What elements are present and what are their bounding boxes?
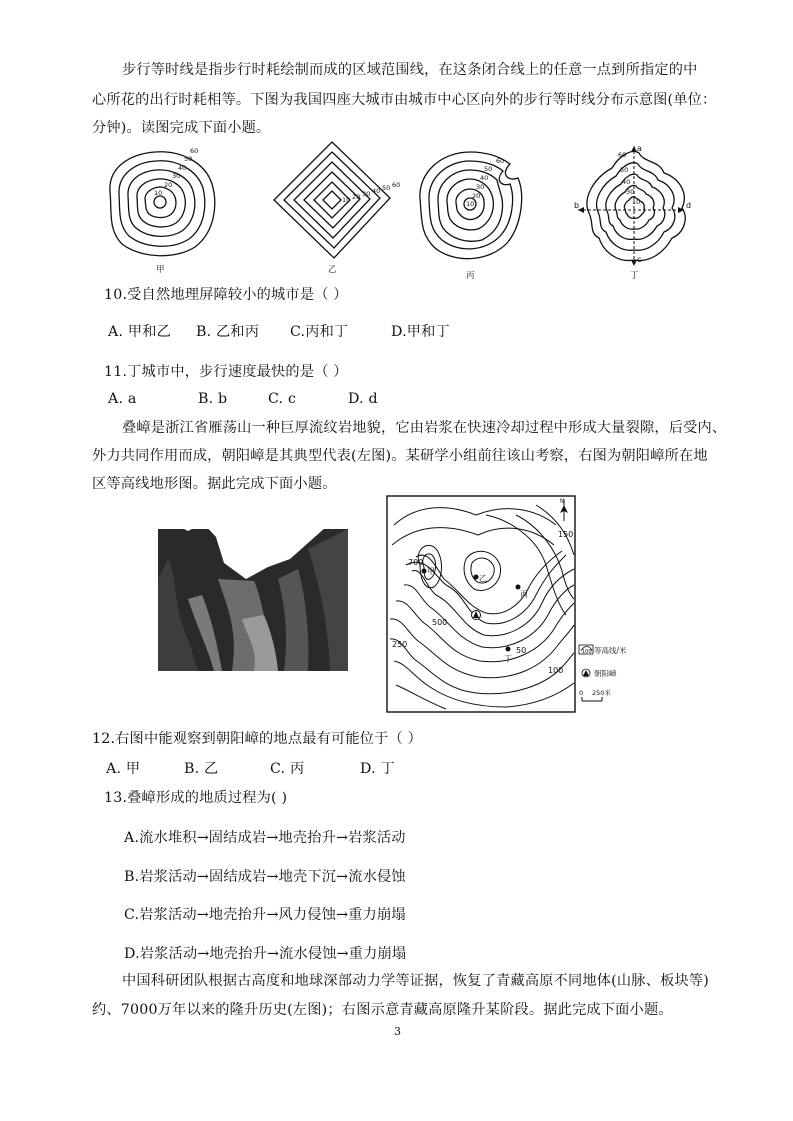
legend-contour-label: 等高线/米 [594, 646, 627, 655]
intro1-line3: 分钟)。读图完成下面小题。 [92, 120, 271, 136]
svg-text:100: 100 [582, 649, 592, 655]
svg-text:10: 10 [154, 189, 163, 197]
svg-text:40: 40 [480, 174, 489, 182]
q10-option-b[interactable]: B. 乙和丙 [196, 324, 260, 340]
point-ding [506, 647, 511, 652]
map-legend [579, 645, 627, 701]
svg-text:乙: 乙 [479, 574, 487, 583]
svg-text:甲: 甲 [156, 265, 165, 275]
intro2-line1: 叠嶂是浙江省雁荡山一种巨厚流纹岩地貌，它由岩浆在快速冷却过程中形成大量裂隙，后受内、 [122, 420, 727, 436]
intro3-line1: 中国科研团队根据古高度和地球深部动力学等证据，恢复了青藏高原不同地体(山脉、板块等) [122, 973, 709, 989]
isochrone-map-jia [110, 152, 215, 256]
ding-axes [578, 146, 684, 266]
svg-text:40: 40 [622, 178, 631, 186]
intro2-line2: 外力共同作用而成，朝阳嶂是其典型代表(左图)。某研学小组前往该山考察，右图为朝阳嶂所在地 [92, 448, 708, 464]
q10-option-c[interactable]: C.丙和丁 [290, 324, 349, 340]
svg-text:丙: 丙 [466, 271, 475, 281]
ding-axis-arrows [578, 146, 684, 266]
q12-option-b[interactable]: B. 乙 [184, 761, 219, 777]
legend-ridge-label: 朝阳嶂 [594, 669, 617, 678]
scale-zero: 0 [579, 689, 584, 697]
intro3-line2: 约、7000万年以来的隆升历史(左图)；右图示意青藏高原隆升某阶段。据此完成下面小题。 [92, 1002, 673, 1018]
q11-option-d[interactable]: D. d [348, 391, 378, 407]
svg-text:60: 60 [190, 147, 199, 155]
svg-text:甲: 甲 [427, 567, 435, 576]
svg-text:20: 20 [352, 193, 361, 201]
q13-option-a[interactable]: A.流水堆积→固结成岩→地壳抬升→岩浆活动 [124, 830, 406, 846]
intro1-line2: 心所花的出行时耗相等。下图为我国四座大城市由城市中心区向外的步行等时线分布示意图(单位： [92, 92, 717, 108]
svg-text:100: 100 [548, 666, 564, 675]
svg-text:150: 150 [558, 530, 574, 539]
q11-option-b[interactable]: B. b [198, 391, 228, 407]
svg-text:10: 10 [632, 198, 641, 206]
city-labels [156, 265, 639, 281]
svg-text:500: 500 [432, 618, 448, 627]
svg-text:30: 30 [476, 183, 485, 191]
isochrone-map-yi [274, 142, 390, 258]
svg-text:丙: 丙 [520, 590, 528, 599]
svg-text:20: 20 [472, 192, 481, 200]
svg-text:20: 20 [164, 181, 173, 189]
svg-text:丁: 丁 [630, 271, 639, 281]
q13-option-d[interactable]: D.岩浆活动→地壳抬升→流水侵蚀→重力崩塌 [124, 946, 407, 962]
svg-text:30: 30 [626, 188, 635, 196]
svg-text:50: 50 [516, 646, 527, 655]
svg-text:50: 50 [184, 155, 193, 163]
point-bing [516, 585, 521, 590]
svg-text:60: 60 [496, 157, 505, 165]
svg-text:50: 50 [484, 165, 493, 173]
svg-text:60: 60 [392, 181, 401, 189]
svg-text:50: 50 [620, 166, 629, 174]
contour-map [386, 495, 627, 713]
isochrone-figure [92, 142, 712, 282]
q11-stem: 11.丁城市中，步行速度最快的是（ ） [104, 364, 348, 380]
svg-text:N: N [560, 498, 565, 505]
q12-stem: 12.右图中能观察到朝阳嶂的地点最有可能位于（ ） [92, 731, 423, 747]
intro2-line3: 区等高线地形图。据此完成下面小题。 [92, 476, 337, 492]
scale-value: 250米 [592, 689, 611, 697]
q13-option-c[interactable]: C.岩浆活动→地壳抬升→风力侵蚀→重力崩塌 [124, 907, 406, 923]
svg-text:c: c [637, 255, 642, 264]
svg-text:丁: 丁 [504, 654, 512, 663]
q10-option-d[interactable]: D.甲和丁 [391, 324, 450, 340]
svg-text:30: 30 [362, 190, 371, 198]
q13-stem: 13.叠嶂形成的地质过程为( ) [104, 790, 288, 806]
svg-text:30: 30 [172, 172, 181, 180]
svg-text:40: 40 [372, 187, 381, 195]
svg-text:10: 10 [466, 200, 475, 208]
page-number: 3 [394, 1025, 402, 1038]
svg-text:50: 50 [382, 184, 391, 192]
point-jia [422, 569, 427, 574]
svg-text:a: a [637, 144, 642, 153]
svg-text:250: 250 [392, 640, 408, 649]
q13-option-b[interactable]: B.岩浆活动→固结成岩→地壳下沉→流水侵蚀 [124, 869, 406, 885]
intro1-line1: 步行等时线是指步行时耗绘制而成的区域范围线，在这条闭合线上的任意一点到所指定的中 [122, 62, 698, 78]
svg-text:60: 60 [618, 151, 627, 159]
q12-option-d[interactable]: D. 丁 [360, 761, 395, 777]
svg-text:40: 40 [178, 164, 187, 172]
contour-value-labels [154, 147, 640, 208]
ridge-marker-icon [472, 611, 481, 620]
q12-option-a[interactable]: A. 甲 [106, 761, 141, 777]
svg-text:d: d [686, 201, 692, 210]
chaoyang-ridge-photo [158, 519, 348, 671]
svg-text:b: b [574, 201, 580, 210]
q11-option-c[interactable]: C. c [268, 391, 297, 407]
isochrone-map-ding [587, 151, 685, 260]
svg-text:乙: 乙 [328, 265, 337, 275]
q11-option-a[interactable]: A. a [108, 391, 137, 407]
point-yi [474, 575, 479, 580]
svg-text:700: 700 [408, 558, 424, 567]
q12-option-c[interactable]: C. 丙 [270, 761, 305, 777]
q10-option-a[interactable]: A. 甲和乙 [108, 324, 172, 340]
svg-text:10: 10 [342, 196, 351, 204]
q10-stem: 10.受自然地理屏障较小的城市是（ ） [104, 287, 348, 303]
